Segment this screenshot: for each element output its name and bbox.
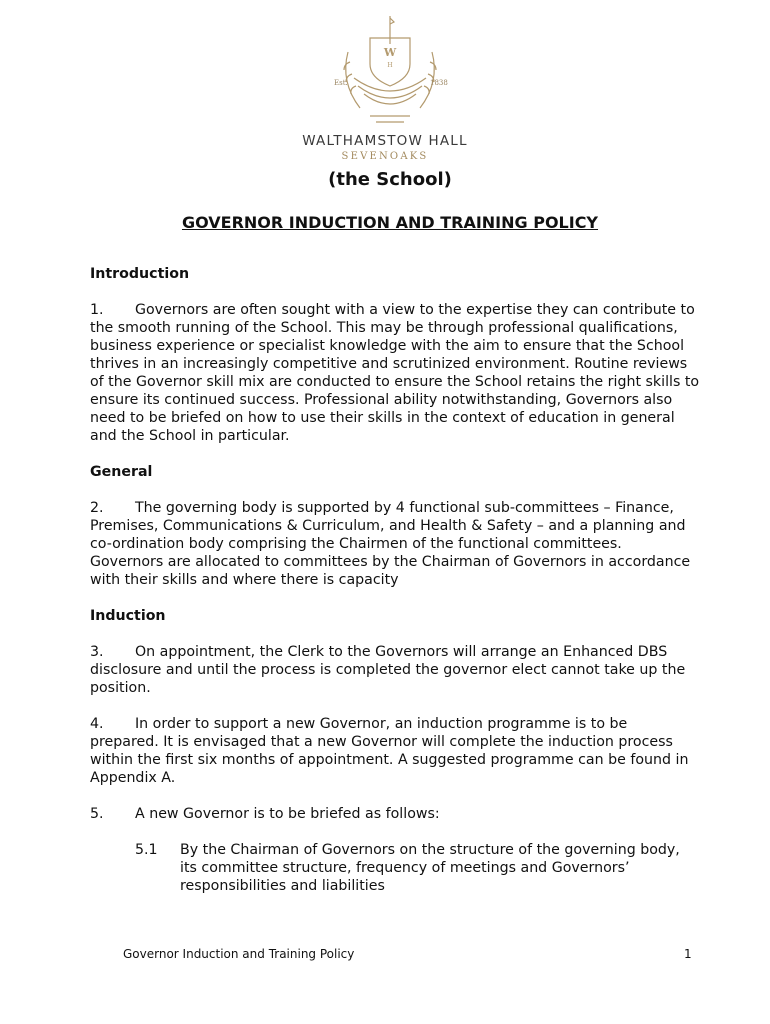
heading-introduction: Introduction	[90, 266, 190, 282]
subparagraph-5-1	[135, 841, 700, 895]
paragraph-text: On appointment, the Clerk to the Governors will arrange an Enhanced DBS disclosure and until the process is completed the governor elect cannot take up the position.	[90, 644, 686, 696]
paragraph-5	[90, 805, 700, 823]
paragraph-4	[90, 715, 700, 787]
paragraph-text: Governors are often sought with a view to the expertise they can contribute to the smooth running of the School. This may be through professional qualifications, business experience or specialist knowledge with the aim to ensure that the School thrives in an increasingly competitive and scrutinized environment. Routine reviews of the Governor skill mix are conducted to ensure the School retains the right skills to ensure its continued success. Professional ability notwithstanding, Governors also need to be briefed on how to use their skills in the context of education in general and the School in particular.	[90, 302, 700, 444]
crest-year-label: 1838	[430, 79, 448, 87]
heading-induction: Induction	[90, 608, 166, 624]
paragraph-number: 1.	[90, 302, 104, 318]
paragraph-number: 4.	[90, 716, 104, 732]
paragraph-text: The governing body is supported by 4 functional sub-committees – Finance, Premises, Communications & Curriculum, and Health & Safety – and a planning and co-ordination body comprising the Chairmen of the functional committees.	[90, 500, 686, 552]
footer-page-number: 1	[684, 947, 692, 961]
subparagraph-text: By the Chairman of Governors on the structure of the governing body, its committee structure, frequency of meetings and Governors’ responsibilities and liabilities	[180, 842, 680, 894]
school-crest-logo	[330, 12, 450, 128]
paragraph-number: 2.	[90, 500, 104, 516]
svg-text:W: W	[383, 46, 397, 59]
crest-est-label: Est.	[334, 79, 348, 87]
school-name: WALTHAMSTOW HALL	[302, 133, 468, 149]
heading-general: General	[90, 464, 153, 480]
paragraph-text: A new Governor is to be briefed as follows:	[135, 806, 440, 822]
document-title: GOVERNOR INDUCTION AND TRAINING POLICY	[181, 213, 599, 232]
paragraph-2-continued: Governors are allocated to committees by the Chairman of Governors in accordance with their skills and where there is capacity	[90, 554, 691, 588]
document-body	[90, 265, 700, 895]
paragraph-2	[90, 499, 700, 553]
paragraph-text: In order to support a new Governor, an induction programme is to be prepared. It is envisaged that a new Governor will complete the induction process within the first six months of appointment. A suggested programme can be found in Appendix A.	[90, 716, 689, 786]
svg-text:H: H	[387, 62, 393, 69]
paragraph-1	[90, 301, 700, 445]
school-place: SEVENOAKS	[341, 151, 429, 162]
school-subtitle: (the School)	[328, 169, 452, 190]
paragraph-number: 5.	[90, 806, 104, 822]
footer-document-name: Governor Induction and Training Policy	[123, 947, 355, 961]
paragraph-number: 3.	[90, 644, 104, 660]
paragraph-3	[90, 643, 700, 697]
subparagraph-number: 5.1	[135, 842, 158, 858]
